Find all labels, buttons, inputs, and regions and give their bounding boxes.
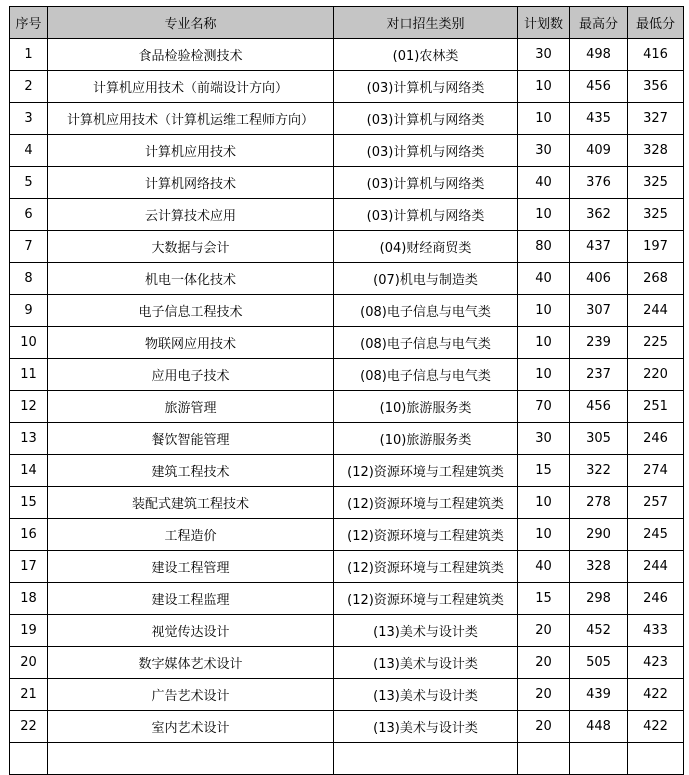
cell-highest-score: 437 <box>570 231 628 263</box>
cell-lowest-score: 325 <box>628 167 684 199</box>
cell-plan-count <box>518 743 570 775</box>
cell-admission-category: (13)美术与设计类 <box>334 647 518 679</box>
header-admission-category: 对口招生类别 <box>334 7 518 39</box>
cell-index: 12 <box>10 391 48 423</box>
cell-plan-count: 20 <box>518 679 570 711</box>
cell-index: 5 <box>10 167 48 199</box>
table-row <box>10 743 684 775</box>
cell-lowest-score: 246 <box>628 583 684 615</box>
cell-admission-category: (03)计算机与网络类 <box>334 103 518 135</box>
cell-plan-count: 10 <box>518 103 570 135</box>
table-row <box>10 327 684 359</box>
table-row <box>10 359 684 391</box>
cell-admission-category: (08)电子信息与电气类 <box>334 295 518 327</box>
table-row <box>10 519 684 551</box>
table-row <box>10 455 684 487</box>
cell-admission-category: (01)农林类 <box>334 39 518 71</box>
cell-admission-category: (12)资源环境与工程建筑类 <box>334 487 518 519</box>
cell-major-name: 计算机应用技术（计算机运维工程师方向） <box>48 103 334 135</box>
cell-index: 20 <box>10 647 48 679</box>
cell-admission-category: (13)美术与设计类 <box>334 711 518 743</box>
cell-index: 21 <box>10 679 48 711</box>
cell-lowest-score: 422 <box>628 679 684 711</box>
cell-plan-count: 10 <box>518 199 570 231</box>
cell-plan-count: 30 <box>518 423 570 455</box>
cell-admission-category: (03)计算机与网络类 <box>334 199 518 231</box>
cell-index <box>10 743 48 775</box>
cell-plan-count: 30 <box>518 135 570 167</box>
cell-major-name: 机电一体化技术 <box>48 263 334 295</box>
cell-plan-count: 15 <box>518 455 570 487</box>
cell-index: 6 <box>10 199 48 231</box>
cell-lowest-score: 244 <box>628 551 684 583</box>
cell-plan-count: 10 <box>518 487 570 519</box>
cell-index: 14 <box>10 455 48 487</box>
cell-major-name: 室内艺术设计 <box>48 711 334 743</box>
cell-major-name: 应用电子技术 <box>48 359 334 391</box>
cell-index: 11 <box>10 359 48 391</box>
cell-index: 9 <box>10 295 48 327</box>
cell-lowest-score: 225 <box>628 327 684 359</box>
cell-index: 10 <box>10 327 48 359</box>
cell-major-name: 餐饮智能管理 <box>48 423 334 455</box>
table-body <box>10 39 684 775</box>
cell-lowest-score: 244 <box>628 295 684 327</box>
cell-lowest-score: 356 <box>628 71 684 103</box>
cell-lowest-score: 274 <box>628 455 684 487</box>
cell-plan-count: 80 <box>518 231 570 263</box>
cell-highest-score: 456 <box>570 391 628 423</box>
table-row <box>10 135 684 167</box>
cell-highest-score: 505 <box>570 647 628 679</box>
cell-plan-count: 20 <box>518 615 570 647</box>
table-row <box>10 167 684 199</box>
cell-highest-score: 409 <box>570 135 628 167</box>
cell-admission-category: (08)电子信息与电气类 <box>334 359 518 391</box>
cell-index: 16 <box>10 519 48 551</box>
cell-major-name: 云计算技术应用 <box>48 199 334 231</box>
cell-index: 8 <box>10 263 48 295</box>
cell-highest-score: 448 <box>570 711 628 743</box>
cell-index: 7 <box>10 231 48 263</box>
cell-highest-score: 406 <box>570 263 628 295</box>
cell-lowest-score <box>628 743 684 775</box>
cell-highest-score: 435 <box>570 103 628 135</box>
cell-index: 3 <box>10 103 48 135</box>
header-row <box>10 7 684 39</box>
cell-plan-count: 40 <box>518 263 570 295</box>
cell-highest-score: 328 <box>570 551 628 583</box>
header-lowest-score: 最低分 <box>628 7 684 39</box>
table-row <box>10 551 684 583</box>
cell-lowest-score: 423 <box>628 647 684 679</box>
cell-plan-count: 10 <box>518 71 570 103</box>
cell-admission-category: (03)计算机与网络类 <box>334 135 518 167</box>
cell-index: 19 <box>10 615 48 647</box>
cell-major-name: 物联网应用技术 <box>48 327 334 359</box>
cell-admission-category: (13)美术与设计类 <box>334 679 518 711</box>
cell-plan-count: 20 <box>518 711 570 743</box>
cell-highest-score: 278 <box>570 487 628 519</box>
cell-admission-category: (13)美术与设计类 <box>334 615 518 647</box>
cell-highest-score <box>570 743 628 775</box>
table-row <box>10 231 684 263</box>
table-row <box>10 615 684 647</box>
cell-lowest-score: 422 <box>628 711 684 743</box>
cell-highest-score: 290 <box>570 519 628 551</box>
cell-plan-count: 10 <box>518 519 570 551</box>
cell-major-name: 视觉传达设计 <box>48 615 334 647</box>
cell-lowest-score: 220 <box>628 359 684 391</box>
cell-major-name: 旅游管理 <box>48 391 334 423</box>
cell-admission-category: (08)电子信息与电气类 <box>334 327 518 359</box>
cell-index: 17 <box>10 551 48 583</box>
cell-highest-score: 362 <box>570 199 628 231</box>
cell-major-name: 计算机应用技术 <box>48 135 334 167</box>
header-highest-score: 最高分 <box>570 7 628 39</box>
cell-lowest-score: 245 <box>628 519 684 551</box>
cell-admission-category: (03)计算机与网络类 <box>334 71 518 103</box>
cell-highest-score: 498 <box>570 39 628 71</box>
header-plan-count: 计划数 <box>518 7 570 39</box>
cell-admission-category: (12)资源环境与工程建筑类 <box>334 455 518 487</box>
cell-major-name: 数字媒体艺术设计 <box>48 647 334 679</box>
cell-major-name: 装配式建筑工程技术 <box>48 487 334 519</box>
table-row <box>10 39 684 71</box>
cell-admission-category: (10)旅游服务类 <box>334 391 518 423</box>
cell-major-name <box>48 743 334 775</box>
cell-highest-score: 298 <box>570 583 628 615</box>
header-major-name: 专业名称 <box>48 7 334 39</box>
cell-highest-score: 239 <box>570 327 628 359</box>
cell-lowest-score: 416 <box>628 39 684 71</box>
cell-lowest-score: 251 <box>628 391 684 423</box>
cell-lowest-score: 246 <box>628 423 684 455</box>
cell-admission-category: (03)计算机与网络类 <box>334 167 518 199</box>
cell-lowest-score: 433 <box>628 615 684 647</box>
table-row <box>10 647 684 679</box>
cell-admission-category: (07)机电与制造类 <box>334 263 518 295</box>
table-header <box>10 7 684 39</box>
cell-highest-score: 452 <box>570 615 628 647</box>
cell-index: 18 <box>10 583 48 615</box>
cell-index: 4 <box>10 135 48 167</box>
table-row <box>10 295 684 327</box>
cell-admission-category: (10)旅游服务类 <box>334 423 518 455</box>
cell-lowest-score: 197 <box>628 231 684 263</box>
table-row <box>10 263 684 295</box>
cell-plan-count: 30 <box>518 39 570 71</box>
cell-admission-category: (12)资源环境与工程建筑类 <box>334 551 518 583</box>
cell-plan-count: 10 <box>518 359 570 391</box>
cell-index: 13 <box>10 423 48 455</box>
table-row <box>10 711 684 743</box>
cell-major-name: 广告艺术设计 <box>48 679 334 711</box>
cell-highest-score: 305 <box>570 423 628 455</box>
cell-major-name: 计算机网络技术 <box>48 167 334 199</box>
cell-highest-score: 376 <box>570 167 628 199</box>
table-row <box>10 423 684 455</box>
cell-admission-category: (04)财经商贸类 <box>334 231 518 263</box>
cell-lowest-score: 325 <box>628 199 684 231</box>
cell-highest-score: 322 <box>570 455 628 487</box>
header-index: 序号 <box>10 7 48 39</box>
admission-scores-table <box>9 6 684 775</box>
cell-lowest-score: 327 <box>628 103 684 135</box>
table-row <box>10 391 684 423</box>
cell-highest-score: 237 <box>570 359 628 391</box>
cell-major-name: 工程造价 <box>48 519 334 551</box>
table-row <box>10 199 684 231</box>
cell-index: 2 <box>10 71 48 103</box>
cell-highest-score: 439 <box>570 679 628 711</box>
cell-plan-count: 20 <box>518 647 570 679</box>
cell-plan-count: 40 <box>518 167 570 199</box>
table-row <box>10 487 684 519</box>
cell-major-name: 电子信息工程技术 <box>48 295 334 327</box>
table-row <box>10 679 684 711</box>
cell-plan-count: 70 <box>518 391 570 423</box>
cell-index: 15 <box>10 487 48 519</box>
cell-plan-count: 10 <box>518 295 570 327</box>
cell-major-name: 建设工程监理 <box>48 583 334 615</box>
cell-major-name: 建设工程管理 <box>48 551 334 583</box>
cell-highest-score: 456 <box>570 71 628 103</box>
cell-lowest-score: 328 <box>628 135 684 167</box>
table-row <box>10 71 684 103</box>
cell-lowest-score: 268 <box>628 263 684 295</box>
cell-index: 1 <box>10 39 48 71</box>
cell-major-name: 建筑工程技术 <box>48 455 334 487</box>
cell-major-name: 大数据与会计 <box>48 231 334 263</box>
cell-lowest-score: 257 <box>628 487 684 519</box>
cell-admission-category: (12)资源环境与工程建筑类 <box>334 583 518 615</box>
cell-admission-category <box>334 743 518 775</box>
cell-plan-count: 10 <box>518 327 570 359</box>
cell-plan-count: 15 <box>518 583 570 615</box>
table-row <box>10 583 684 615</box>
cell-major-name: 计算机应用技术（前端设计方向） <box>48 71 334 103</box>
cell-major-name: 食品检验检测技术 <box>48 39 334 71</box>
cell-highest-score: 307 <box>570 295 628 327</box>
cell-admission-category: (12)资源环境与工程建筑类 <box>334 519 518 551</box>
cell-plan-count: 40 <box>518 551 570 583</box>
table-row <box>10 103 684 135</box>
cell-index: 22 <box>10 711 48 743</box>
